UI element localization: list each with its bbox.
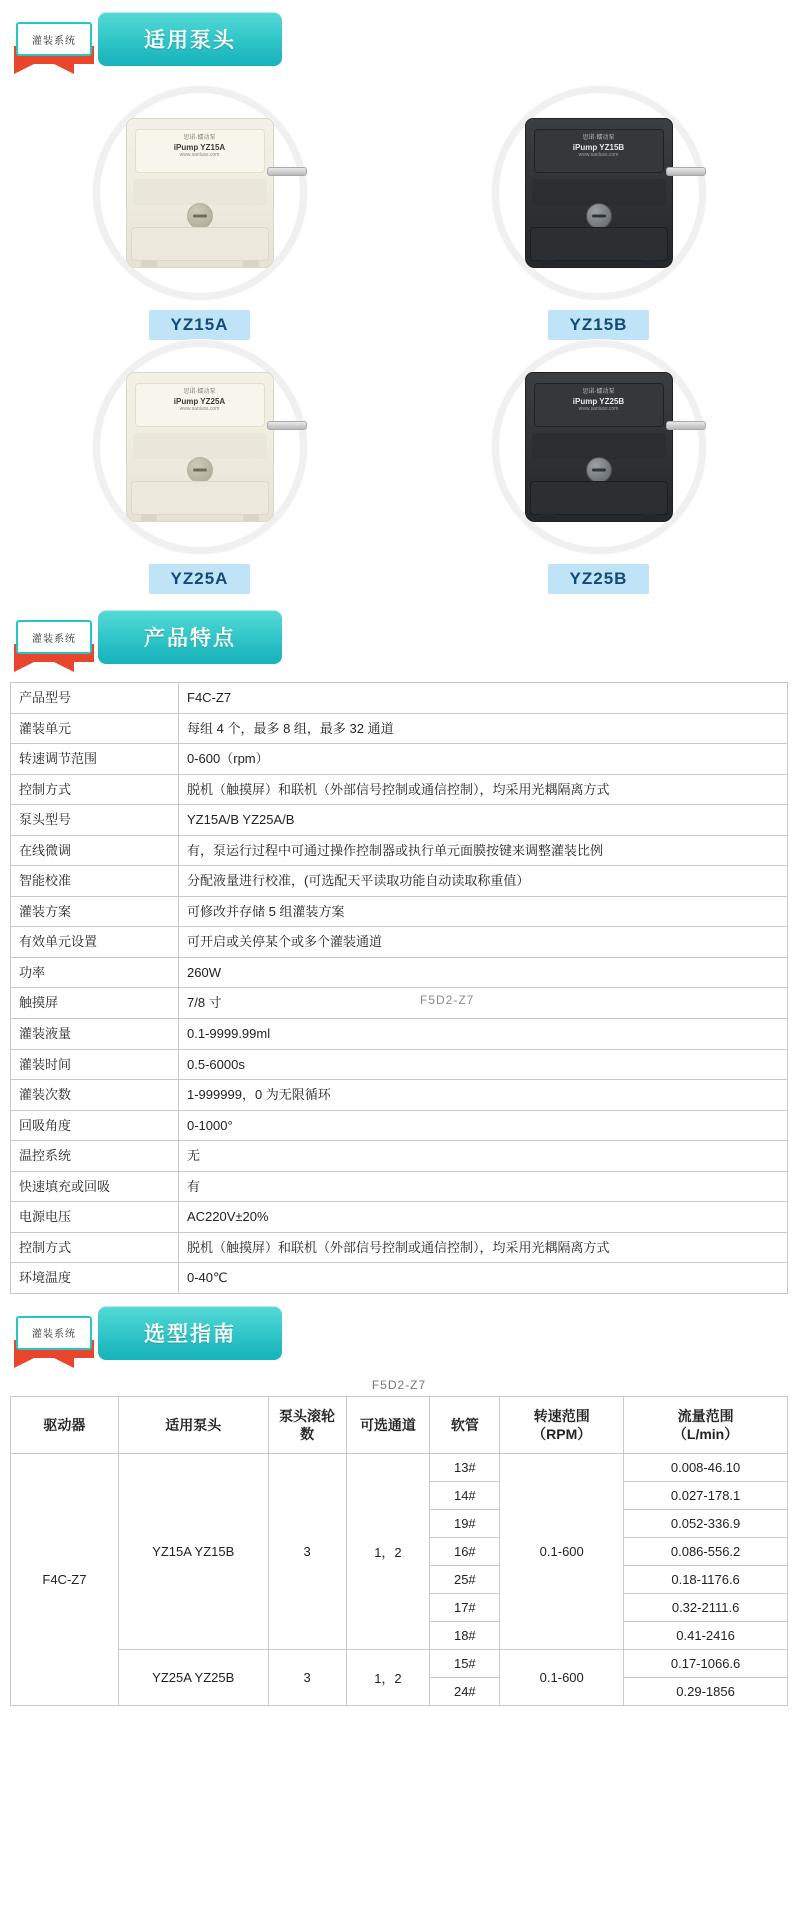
pump-label: YZ25A (149, 564, 251, 594)
column-header: 软管 (430, 1396, 500, 1453)
pump-shaft-icon (267, 421, 307, 430)
column-header: 流量范围 （L/min） (624, 1396, 788, 1453)
pump-card-yz15a (0, 86, 399, 340)
table-row (11, 744, 788, 775)
pump-brand-label: 思诺·蠕动泵 (582, 389, 615, 395)
pump-label: YZ15A (149, 310, 251, 340)
spec-value: 有，泵运行过程中可通过操作控制器或执行单元面膜按键来调整灌装比例 (179, 835, 788, 866)
section-banner-guide (0, 1304, 798, 1370)
spec-key: 控制方式 (11, 1232, 179, 1263)
speed-range-cell: 0.1-600 (500, 1454, 624, 1650)
pump-heads-cell: YZ25A YZ25B (118, 1650, 268, 1706)
pump-gallery (0, 82, 798, 598)
table-row (11, 957, 788, 988)
pump-card-yz25b (399, 340, 798, 594)
pump-knob-icon (187, 457, 213, 483)
column-header: 泵头滚轮数 (268, 1396, 346, 1453)
table-row (11, 805, 788, 836)
section-title-plate (98, 12, 282, 66)
table-row (11, 896, 788, 927)
pump-knob-icon (187, 203, 213, 229)
flow-range-cell: 0.17-1066.6 (624, 1650, 788, 1678)
tube-cell: 13# (430, 1454, 500, 1482)
pump-photo-ring (93, 86, 307, 300)
pump-knob-icon (586, 457, 612, 483)
spec-value: 1-999999，0 为无限循环 (179, 1080, 788, 1111)
flow-range-cell: 0.008-46.10 (624, 1454, 788, 1482)
pump-brand-label: 思诺·蠕动泵 (582, 135, 615, 141)
spec-value: 0.1-9999.99ml (179, 1019, 788, 1050)
spec-key: 转速调节范围 (11, 744, 179, 775)
table-row (11, 1650, 788, 1678)
tube-cell: 19# (430, 1510, 500, 1538)
pump-knob-icon (586, 203, 612, 229)
spec-value: 无 (179, 1141, 788, 1172)
table-row (11, 1019, 788, 1050)
spec-key: 灌装时间 (11, 1049, 179, 1080)
pump-url-label: www.sanluss.com (578, 406, 619, 412)
spec-key: 有效单元设置 (11, 927, 179, 958)
ribbon-badge-icon (10, 14, 98, 76)
spec-value: F4C-Z7 (179, 683, 788, 714)
spec-value: 脱机（触摸屏）和联机（外部信号控制或通信控制），均采用光耦隔离方式 (179, 774, 788, 805)
table-row (11, 866, 788, 897)
spec-value: 可修改并存储 5 组灌装方案 (179, 896, 788, 927)
spec-key: 快速填充或回吸 (11, 1171, 179, 1202)
pump-card-yz25a (0, 340, 399, 594)
pump-image-yz15a (126, 118, 274, 268)
table-row (11, 1049, 788, 1080)
table-row (11, 1263, 788, 1294)
section-title-plate (98, 610, 282, 664)
tube-cell: 24# (430, 1678, 500, 1706)
spec-key: 在线微调 (11, 835, 179, 866)
flow-range-cell: 0.027-178.1 (624, 1482, 788, 1510)
section-title-plate (98, 1306, 282, 1360)
pump-card-yz15b (399, 86, 798, 340)
ribbon-label: 灌装系统 (16, 22, 92, 56)
tube-cell: 16# (430, 1538, 500, 1566)
pump-url-label: www.sanluss.com (179, 152, 220, 158)
roller-count-cell: 3 (268, 1650, 346, 1706)
spec-key: 回吸角度 (11, 1110, 179, 1141)
spec-key: 产品型号 (11, 683, 179, 714)
pump-brand-label: 思诺·蠕动泵 (183, 135, 216, 141)
ribbon-label: 灌装系统 (16, 620, 92, 654)
spec-key: 灌装单元 (11, 713, 179, 744)
guide-header-row (11, 1396, 788, 1453)
guide-table-wrapper (10, 1376, 788, 1706)
spec-key: 电源电压 (11, 1202, 179, 1233)
spec-value: 0-40℃ (179, 1263, 788, 1294)
spec-value: 脱机（触摸屏）和联机（外部信号控制或通信控制），均采用光耦隔离方式 (179, 1232, 788, 1263)
product-spec-page (0, 10, 798, 1706)
flow-range-cell: 0.086-556.2 (624, 1538, 788, 1566)
spec-value: 0.5-6000s (179, 1049, 788, 1080)
ribbon-badge-icon (10, 1308, 98, 1370)
spec-key: 灌装次数 (11, 1080, 179, 1111)
guide-watermark: F5D2-Z7 (371, 1377, 427, 1392)
table-row (11, 1080, 788, 1111)
section-banner-pumps (0, 10, 798, 76)
spec-value: 有 (179, 1171, 788, 1202)
table-row (11, 683, 788, 714)
pump-model-label: iPump YZ25B (572, 397, 625, 406)
flow-range-cell: 0.18-1176.6 (624, 1566, 788, 1594)
pump-row-1 (0, 86, 798, 340)
spec-key: 灌装液量 (11, 1019, 179, 1050)
spec-value: YZ15A/B YZ25A/B (179, 805, 788, 836)
spec-key: 温控系统 (11, 1141, 179, 1172)
table-row (11, 927, 788, 958)
tube-cell: 14# (430, 1482, 500, 1510)
pump-shaft-icon (666, 167, 706, 176)
table-row (11, 988, 788, 1019)
column-header: 适用泵头 (118, 1396, 268, 1453)
roller-count-cell: 3 (268, 1454, 346, 1650)
pump-model-label: iPump YZ15A (173, 143, 226, 152)
specifications-table (10, 682, 788, 1294)
flow-range-cell: 0.41-2416 (624, 1622, 788, 1650)
flow-range-cell: 0.052-336.9 (624, 1510, 788, 1538)
spec-key: 智能校准 (11, 866, 179, 897)
channels-cell: 1，2 (346, 1650, 430, 1706)
flow-range-cell: 0.29-1856 (624, 1678, 788, 1706)
speed-range-cell: 0.1-600 (500, 1650, 624, 1706)
pump-model-label: iPump YZ15B (572, 143, 625, 152)
spec-value: AC220V±20% (179, 1202, 788, 1233)
flow-range-cell: 0.32-2111.6 (624, 1594, 788, 1622)
tube-cell: 17# (430, 1594, 500, 1622)
spec-key: 灌装方案 (11, 896, 179, 927)
table-row (11, 713, 788, 744)
table-row (11, 1110, 788, 1141)
driver-cell: F4C-Z7 (11, 1454, 119, 1706)
spec-key: 功率 (11, 957, 179, 988)
spec-key: 控制方式 (11, 774, 179, 805)
column-header: 可选通道 (346, 1396, 430, 1453)
spec-key: 泵头型号 (11, 805, 179, 836)
spec-key: 环境温度 (11, 1263, 179, 1294)
spec-value: 分配液量进行校准，(可选配天平读取功能自动读取称重值） (179, 866, 788, 897)
table-row (11, 1141, 788, 1172)
tube-cell: 25# (430, 1566, 500, 1594)
pump-shaft-icon (666, 421, 706, 430)
spec-value: 0-600（rpm） (179, 744, 788, 775)
pump-image-yz25a (126, 372, 274, 522)
table-row (11, 1232, 788, 1263)
ribbon-label: 灌装系统 (16, 1316, 92, 1350)
section-title-text: 选型指南 (144, 1322, 236, 1346)
pump-image-yz25b (525, 372, 673, 522)
spec-table-wrapper (0, 682, 798, 1294)
section-banner-features (0, 608, 798, 674)
pump-label: YZ25B (548, 564, 650, 594)
section-title-text: 产品特点 (144, 627, 236, 650)
spec-value: 260W (179, 957, 788, 988)
pump-url-label: www.sanluss.com (578, 152, 619, 158)
pump-heads-cell: YZ15A YZ15B (118, 1454, 268, 1650)
column-header: 转速范围 （RPM） (500, 1396, 624, 1453)
spec-value: 7/8 寸 (179, 988, 788, 1019)
table-row (11, 835, 788, 866)
section-title-text: 适用泵头 (144, 29, 236, 52)
tube-cell: 15# (430, 1650, 500, 1678)
pump-label: YZ15B (548, 310, 650, 340)
table-row (11, 774, 788, 805)
pump-row-2 (0, 340, 798, 594)
spec-value: 0-1000° (179, 1110, 788, 1141)
pump-image-yz15b (525, 118, 673, 268)
spec-watermark: F5D2-Z7 (420, 993, 475, 1007)
spec-value: 可开启或关停某个或多个灌装通道 (179, 927, 788, 958)
pump-model-label: iPump YZ25A (173, 397, 226, 406)
pump-url-label: www.sanluss.com (179, 406, 220, 412)
pump-shaft-icon (267, 167, 307, 176)
ribbon-badge-icon (10, 612, 98, 674)
tube-cell: 18# (430, 1622, 500, 1650)
column-header: 驱动器 (11, 1396, 119, 1453)
table-row (11, 1171, 788, 1202)
pump-photo-ring (93, 340, 307, 554)
channels-cell: 1，2 (346, 1454, 430, 1650)
pump-photo-ring (492, 340, 706, 554)
pump-brand-label: 思诺·蠕动泵 (183, 389, 216, 395)
spec-value: 每组 4 个，最多 8 组，最多 32 通道 (179, 713, 788, 744)
table-row (11, 1202, 788, 1233)
pump-photo-ring (492, 86, 706, 300)
spec-key: 触摸屏 (11, 988, 179, 1019)
selection-guide-table (10, 1396, 788, 1706)
table-row (11, 1454, 788, 1482)
